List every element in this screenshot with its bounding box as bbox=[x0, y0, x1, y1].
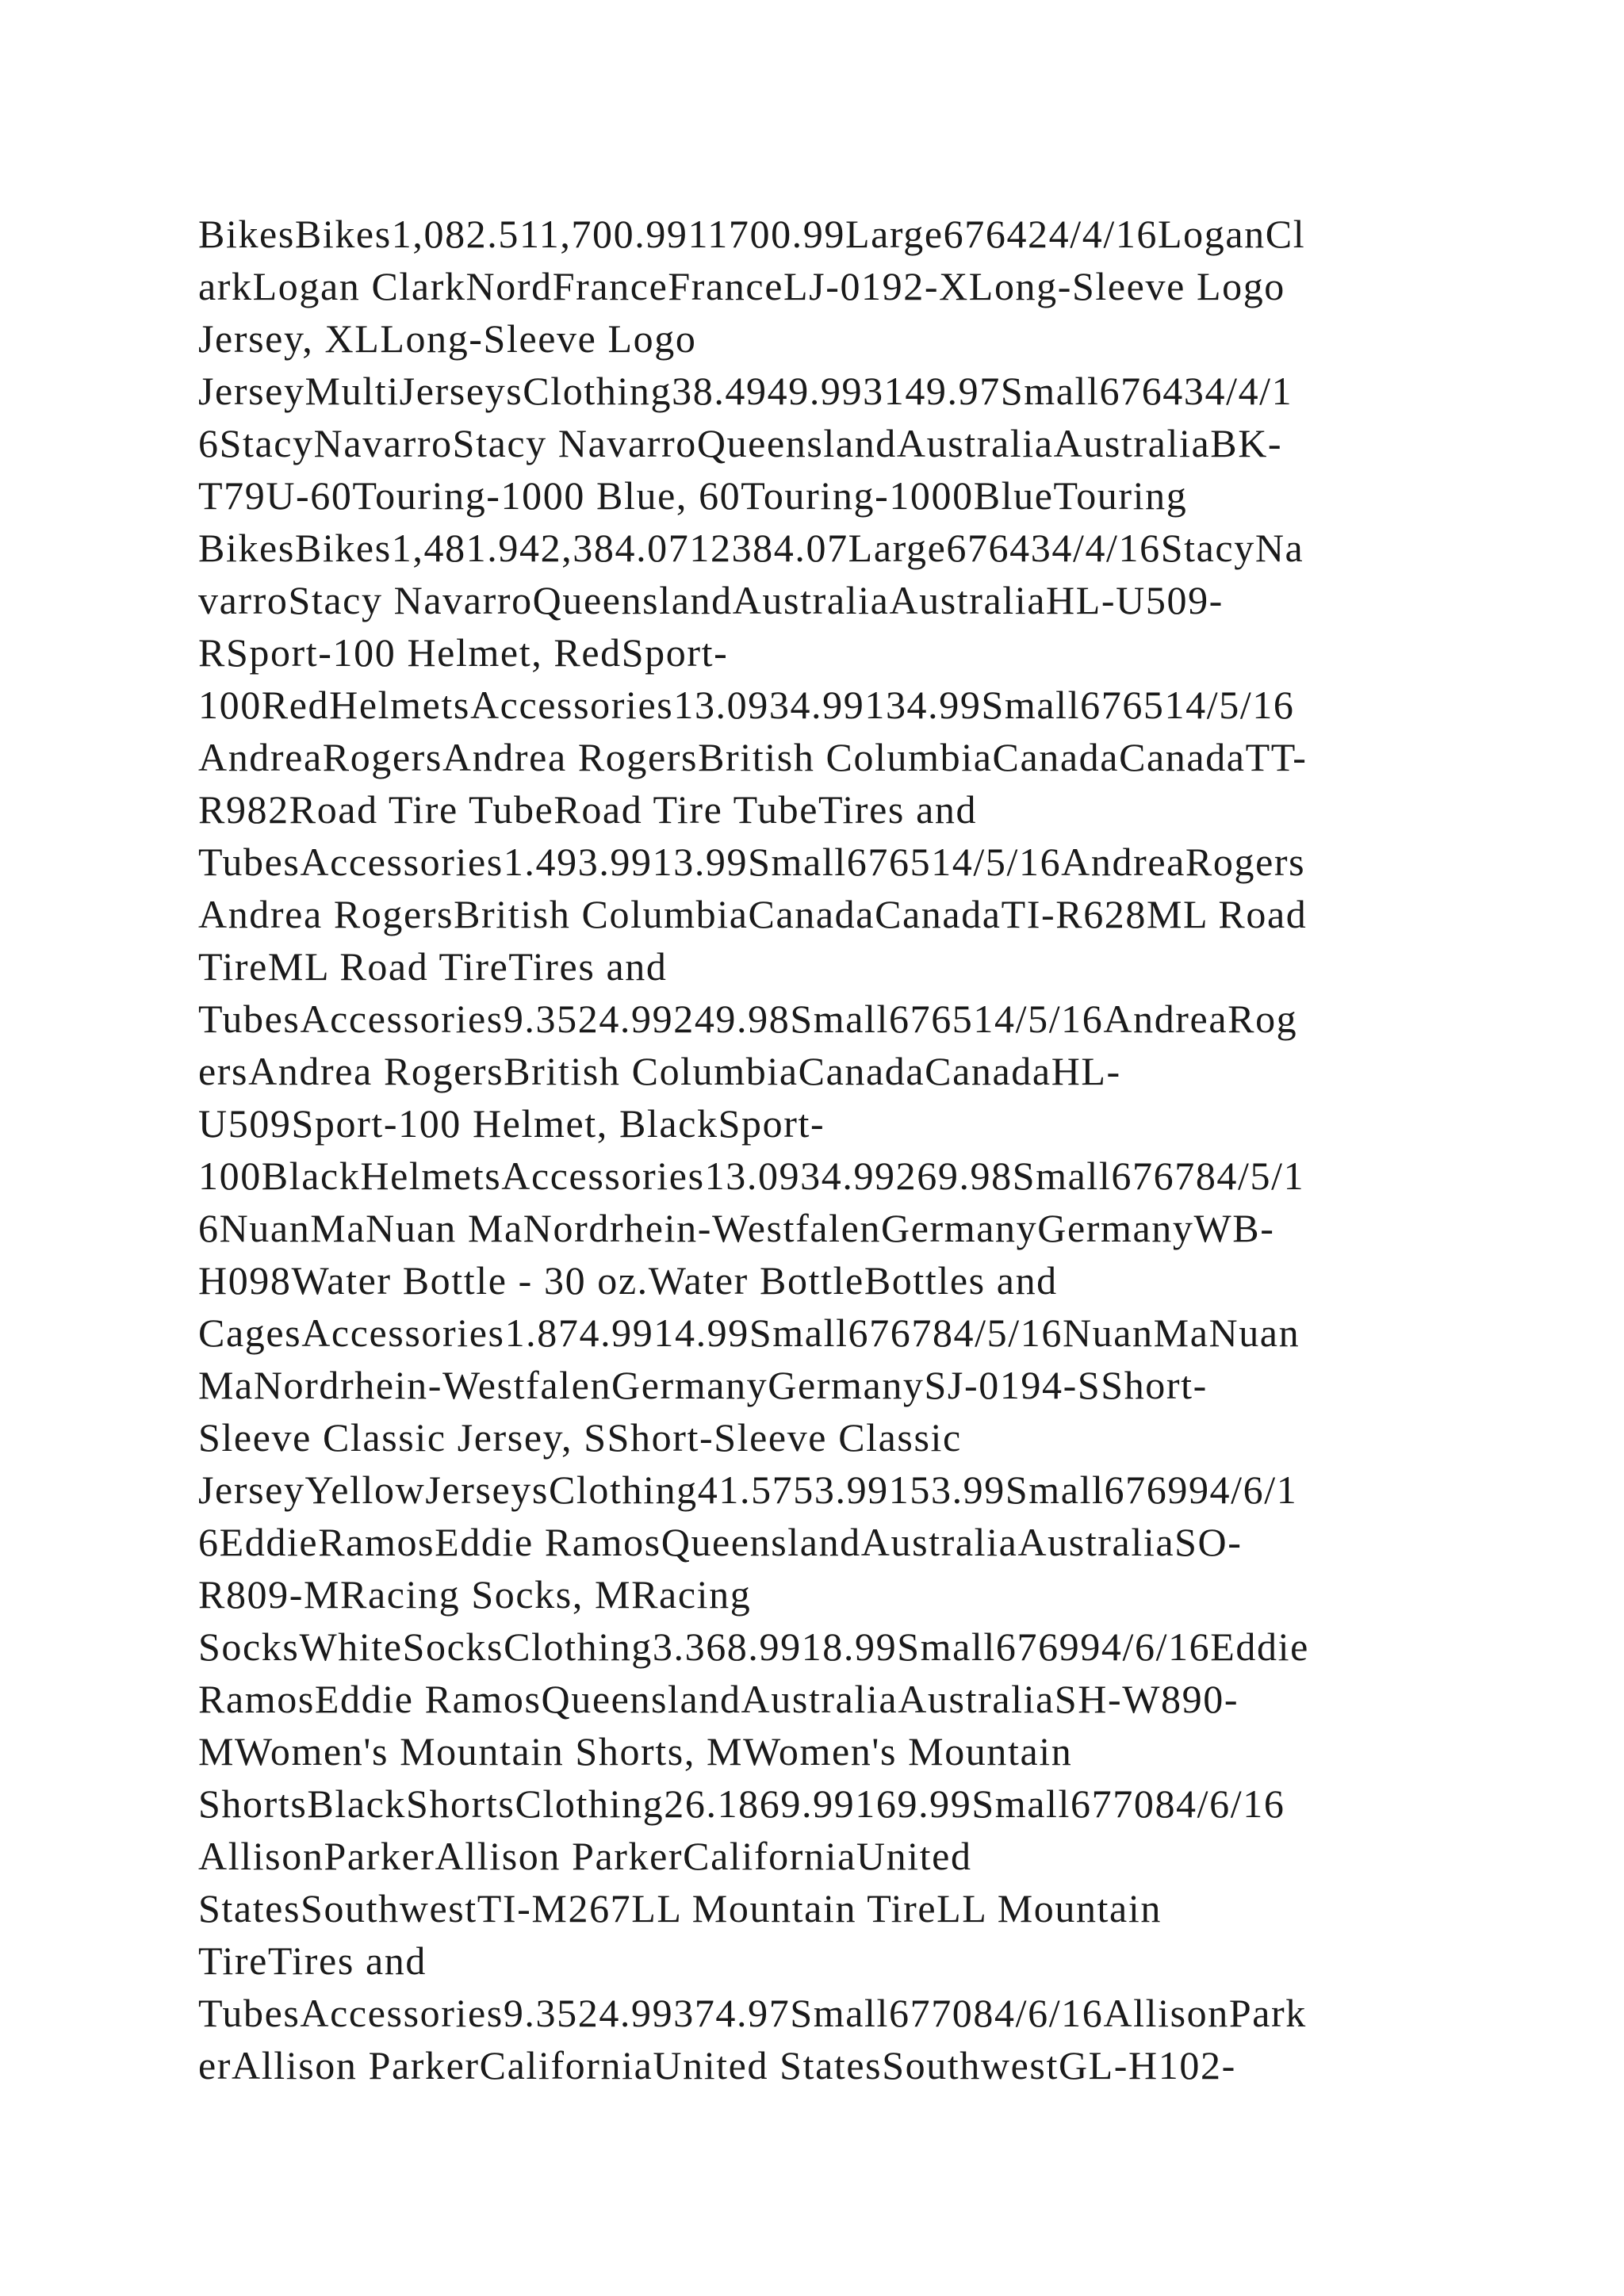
text-line: T79U-60Touring-1000 Blue, 60Touring-1000BlueTouring bbox=[198, 473, 1188, 518]
text-line: H098Water Bottle - 30 oz.Water BottleBottles and bbox=[198, 1258, 1058, 1303]
text-line: Andrea RogersBritish ColumbiaCanadaCanadaTI-R628ML Road bbox=[198, 892, 1308, 936]
text-line: TireTires and bbox=[198, 1938, 427, 1983]
text-line: AndreaRogersAndrea RogersBritish ColumbiaCanadaCanadaTT- bbox=[198, 735, 1308, 779]
text-line: TireML Road TireTires and bbox=[198, 944, 668, 989]
body-text bbox=[198, 208, 1483, 2091]
text-line: StatesSouthwestTI-M267LL Mountain TireLL Mountain bbox=[198, 1886, 1162, 1931]
text-line: BikesBikes1,481.942,384.0712384.07Large676434/4/16StacyNa bbox=[198, 526, 1304, 570]
text-line: JerseyMultiJerseysClothing38.4949.993149.97Small676434/4/1 bbox=[198, 369, 1293, 413]
text-line: RamosEddie RamosQueenslandAustraliaAustraliaSH-W890- bbox=[198, 1677, 1239, 1721]
text-line: RSport-100 Helmet, RedSport- bbox=[198, 630, 729, 675]
text-line: ersAndrea RogersBritish ColumbiaCanadaCanadaHL- bbox=[198, 1049, 1121, 1093]
text-line: erAllison ParkerCaliforniaUnited StatesSouthwestGL-H102- bbox=[198, 2043, 1236, 2087]
text-line: MWomen's Mountain Shorts, MWomen's Mountain bbox=[198, 1729, 1073, 1774]
text-line: ShortsBlackShortsClothing26.1869.99169.99Small677084/6/16 bbox=[198, 1781, 1285, 1826]
text-line: TubesAccessories9.3524.99374.97Small677084/6/16AllisonPark bbox=[198, 1991, 1307, 2035]
text-line: 6StacyNavarroStacy NavarroQueenslandAustraliaAustraliaBK- bbox=[198, 421, 1283, 465]
text-line: AllisonParkerAllison ParkerCaliforniaUnited bbox=[198, 1834, 972, 1878]
text-line: BikesBikes1,082.511,700.9911700.99Large676424/4/16LoganCl bbox=[198, 212, 1306, 256]
text-line: Sleeve Classic Jersey, SShort-Sleeve Classic bbox=[198, 1415, 962, 1460]
text-line: R809-MRacing Socks, MRacing bbox=[198, 1572, 752, 1617]
text-line: CagesAccessories1.874.9914.99Small676784/5/16NuanMaNuan bbox=[198, 1311, 1300, 1355]
text-line: TubesAccessories1.493.9913.99Small676514/5/16AndreaRogers bbox=[198, 840, 1306, 884]
text-line: TubesAccessories9.3524.99249.98Small676514/5/16AndreaRog bbox=[198, 997, 1298, 1041]
text-line: arkLogan ClarkNordFranceFranceLJ-0192-XLong-Sleeve Logo bbox=[198, 264, 1285, 308]
text-line: 6NuanMaNuan MaNordrhein-WestfalenGermanyGermanyWB- bbox=[198, 1206, 1275, 1250]
text-line: varroStacy NavarroQueenslandAustraliaAustraliaHL-U509- bbox=[198, 578, 1224, 622]
text-line: JerseyYellowJerseysClothing41.5753.99153.99Small676994/6/1 bbox=[198, 1468, 1298, 1512]
text-line: R982Road Tire TubeRoad Tire TubeTires and bbox=[198, 787, 978, 832]
text-line: Jersey, XLLong-Sleeve Logo bbox=[198, 316, 697, 361]
text-line: 6EddieRamosEddie RamosQueenslandAustraliaAustraliaSO- bbox=[198, 1520, 1243, 1564]
text-line: 100RedHelmetsAccessories13.0934.99134.99Small676514/5/16 bbox=[198, 683, 1295, 727]
text-line: MaNordrhein-WestfalenGermanyGermanySJ-0194-SShort- bbox=[198, 1363, 1208, 1407]
text-line: SocksWhiteSocksClothing3.368.9918.99Small676994/6/16Eddie bbox=[198, 1624, 1309, 1669]
text-line: U509Sport-100 Helmet, BlackSport- bbox=[198, 1101, 825, 1146]
text-line: 100BlackHelmetsAccessories13.0934.99269.98Small676784/5/1 bbox=[198, 1154, 1305, 1198]
